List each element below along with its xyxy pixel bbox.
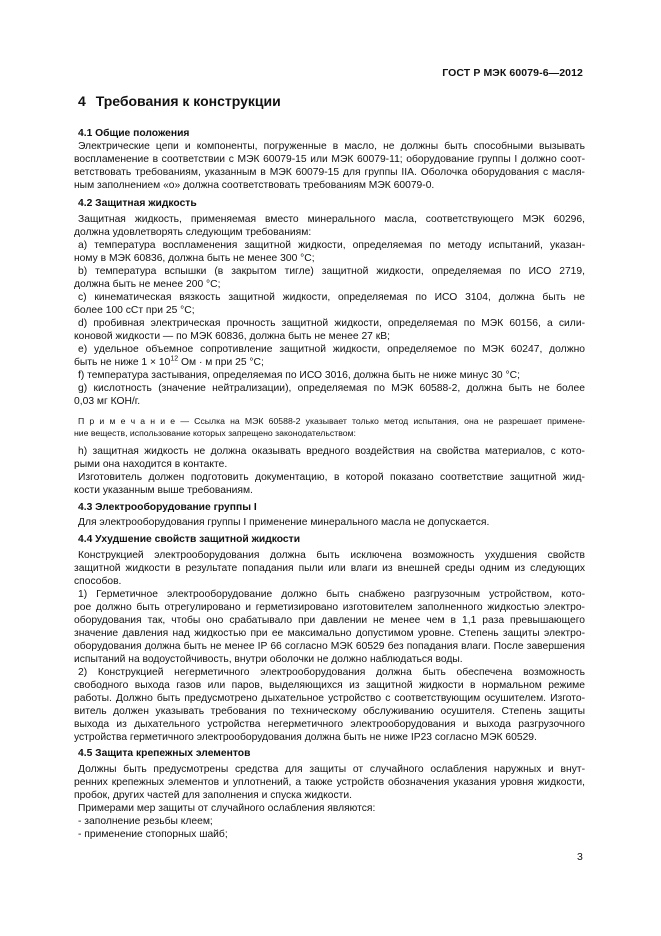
text-line: более 100 сСт при 25 °С; [74, 305, 195, 316]
text-line: работы. Должно быть предусмотрено дыхательное устройство с соответствующим осушителем. Изгото- [74, 693, 585, 704]
text-line: - заполнение резьбы клеем; [78, 816, 213, 827]
section-heading [78, 93, 281, 109]
text-line: Примерами мер защиты от случайного ослабления являются: [78, 803, 376, 814]
text-line: оборудования так, чтобы оно срабатывало при давлении не менее чем в 1,1 раза превышающего [74, 615, 585, 626]
text-line: защитной жидкости в результате попадания пыли или влаги из внешней среды одним из следующих [74, 563, 585, 574]
text-line: рыми она находится в контакте. [74, 459, 228, 470]
text-line: ветствовать требованиям, указанным в МЭК 60079-15 для группы IIA. Оболочка оборудования с масля- [74, 167, 585, 178]
text-line: Должны быть предусмотрены средства для защиты от случайного ослабления наружных и внут- [78, 764, 585, 775]
text-line: h) защитная жидкость не должна оказывать вредного воздействия на свойства материалов, с кото- [78, 446, 585, 457]
text-line: должна удовлетворять следующим требованиям: [74, 227, 312, 238]
text-line: a) температура воспламенения защитной жидкости, определяемая по методу испытаний, указан- [78, 240, 585, 251]
text-line: d) пробивная электрическая прочность защитной жидкости, определяемая по МЭК 60156, а сили- [78, 318, 585, 329]
text-line: оборудования должна быть не менее IP 66 согласно МЭК 60529 без попадания влаги. После завершения [74, 641, 585, 652]
text-line: значение давления над жидкостью при ее максимально допустимом уровне. Степень защиты электро- [74, 628, 585, 639]
text-line: выхода из дыхательного устройства негерметичного электрооборудования и выхода разгрузочного [74, 719, 585, 730]
text-line: испытаний на водоустойчивость, внутри оболочки не должно наблюдаться воды. [74, 654, 463, 665]
text-line: 1) Герметичное электрооборудование должно быть снабжено разгрузочным устройством, кото- [78, 589, 585, 600]
superscript: 12 [170, 355, 179, 363]
text-line: Защитная жидкость, применяемая вместо минерального масла, соответствующего МЭК 60296, [78, 214, 585, 225]
subsection-heading: 4.4 Ухудшение свойств защитной жидкости [78, 534, 301, 545]
text-line: воспламенение в соответствии с МЭК 60079-15 или МЭК 60079-11; оборудование группы I должно соот- [74, 154, 585, 165]
page-number: 3 [577, 851, 583, 863]
text-line: ренних крепежных элементов и уплотнений, а также устройств обозначения указания уровня жидкости, [74, 777, 585, 788]
text-line: g) кислотность (значение нейтрализации), определяемая по МЭК 60588-2, должна быть не более [78, 383, 585, 394]
text-line: - применение стопорных шайб; [78, 829, 228, 840]
text-line: Конструкцией электрооборудования должна быть исключена возможность ухудшения свойств [78, 550, 585, 561]
text-line: устройства герметичного электрооборудования должна быть не ниже IP23 согласно МЭК 60529. [74, 732, 537, 743]
text-line: кости указанным выше требованиям. [74, 485, 253, 496]
text-line [74, 356, 585, 369]
standard-header: ГОСТ Р МЭК 60079-6—2012 [442, 67, 583, 79]
text-line: 0,03 мг КОН/г. [74, 396, 141, 407]
text-fragment: Ом · м при 25 °С; [178, 357, 264, 368]
subsection-heading: 4.5 Защита крепежных элементов [78, 748, 251, 759]
text-line: c) кинематическая вязкость защитной жидкости, определяемая по ИСО 3104, должна быть не [78, 292, 585, 303]
text-line: свободного выхода газов или паров, выделяющихся из защитной жидкости в нормальном режиме [74, 680, 585, 691]
text-line: Электрические цепи и компоненты, погруженные в масло, не должны быть способными вызывать [78, 141, 585, 152]
subsection-heading: 4.3 Электрооборудование группы I [78, 502, 257, 513]
text-line: рое должно быть отрегулировано и герметизировано изготовителем заполненного жидкостью электро- [74, 602, 585, 613]
section-number: 4 [78, 93, 86, 109]
text-line: должна быть не менее 200 °С; [74, 279, 221, 290]
section-title: Требования к конструкции [95, 93, 281, 109]
text-line: коновой жидкости — по МЭК 60836, должна быть не менее 27 кВ; [74, 331, 390, 342]
text-line: Изготовитель должен подготовить документацию, в которой показано соответствие защитной жид- [78, 472, 585, 483]
text-line: e) удельное объемное сопротивление защитной жидкости, определяемое по МЭК 60247, должно [78, 344, 585, 355]
text-line: ным заполнением «о» должна соответствовать требованиям МЭК 60079-0. [74, 180, 435, 191]
text-line: b) температура вспышки (в закрытом тигле) защитной жидкости, определяемая по ИСО 2719, [78, 266, 585, 277]
text-line: витель должен указывать требования по техническому обслуживанию осушителя. Степень защиты [74, 706, 585, 717]
text-line: способов. [74, 576, 122, 587]
subsection-heading: 4.1 Общие положения [78, 128, 190, 139]
text-line: f) температура застывания, определяемая по ИСО 3016, должна быть не ниже минус 30 °С; [78, 370, 520, 381]
text-line: пробок, других частей для заполнения и спуска жидкости. [74, 790, 352, 801]
text-line: ному в МЭК 60836, должна быть не менее 300 °С; [74, 253, 315, 264]
note-line: П р и м е ч а н и е — Ссылка на МЭК 60588-2 указывает только метод испытания, она не разрешает примене- [78, 416, 585, 426]
note-line: ние веществ, использование которых запрещено законодательством: [74, 428, 356, 438]
text-fragment: быть не ниже 1 × 10 [74, 357, 171, 368]
text-line: Для электрооборудования группы I применение минерального масла не допускается. [78, 517, 490, 528]
text-line: 2) Конструкцией негерметичного электрооборудования должна быть обеспечена возможность [78, 667, 585, 678]
subsection-heading: 4.2 Защитная жидкость [78, 198, 197, 209]
